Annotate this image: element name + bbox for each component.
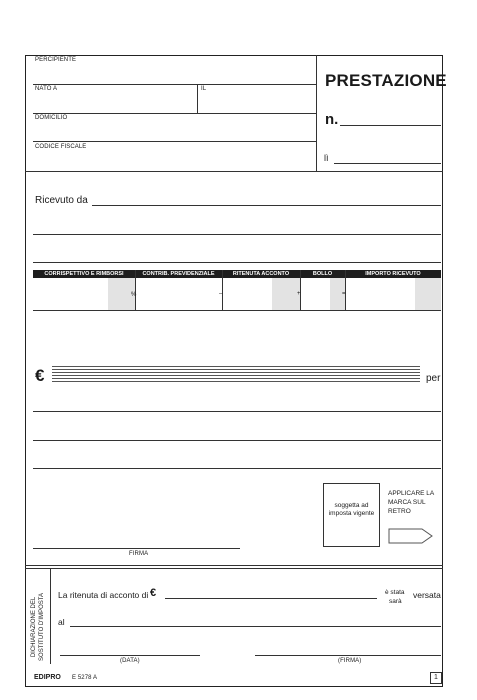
cell-importo-shade <box>415 278 441 310</box>
arrow-icon <box>388 527 434 545</box>
description-line-3[interactable] <box>33 468 441 469</box>
brand-logo: EDIPRO <box>34 674 61 681</box>
euro-icon: € <box>35 366 45 385</box>
declaration-side-label: DICHIARAZIONE DEL SOSTITUTO D'IMPOSTA <box>31 593 45 661</box>
label-domicilio: DOMICILIO <box>35 115 68 121</box>
e-stata-label: è stata <box>385 589 405 596</box>
nato-divider <box>197 84 198 113</box>
domicilio-line[interactable] <box>33 141 316 142</box>
col-sep-1 <box>135 270 136 310</box>
declaration-top-line <box>25 565 443 566</box>
col-sep-3 <box>300 270 301 310</box>
decl-firma-label: (FIRMA) <box>338 658 362 664</box>
col-corrispettivo: CORRISPETTIVO E RIMBORSI <box>44 271 124 277</box>
equals-sign: = <box>342 291 346 297</box>
col-sep-4 <box>345 270 346 310</box>
ricevuto-da-label: Ricevuto da <box>35 195 88 206</box>
cell-ritenuta-shade <box>272 278 300 310</box>
amount-guide-line-5 <box>52 378 420 379</box>
firma-label: FIRMA <box>129 551 149 557</box>
table-bottom-line <box>33 310 441 311</box>
ricevuto-line-1[interactable] <box>92 205 441 206</box>
al-label: al <box>58 617 65 627</box>
header-divider <box>316 55 317 172</box>
stamp-box: soggetta ad imposta vigente <box>323 483 380 547</box>
label-codice-fiscale: CODICE FISCALE <box>35 144 87 150</box>
plus-sign: + <box>297 291 301 297</box>
percent-sign: % <box>131 292 137 298</box>
col-contributo: CONTRIB. PREVIDENZIALE <box>142 271 215 277</box>
li-line[interactable] <box>334 163 441 164</box>
amount-guide-line-2 <box>52 369 420 370</box>
form-code: E 5278 A <box>72 675 98 681</box>
amount-guide-line-6 <box>52 381 420 382</box>
numero-label: n. <box>325 111 339 128</box>
ritenuta-text: La ritenuta di acconto di <box>58 590 149 600</box>
decl-euro-icon: € <box>150 587 157 599</box>
versata-label: versata <box>413 590 441 600</box>
ritenuta-amount-line[interactable] <box>165 598 377 599</box>
description-line-1[interactable] <box>33 411 441 412</box>
al-line[interactable] <box>70 626 441 627</box>
header-bottom-line <box>25 171 443 172</box>
decl-firma-line[interactable] <box>255 655 441 656</box>
minus-sign: – <box>219 291 223 297</box>
description-line-2[interactable] <box>33 440 441 441</box>
col-importo: IMPORTO RICEVUTO <box>365 271 421 277</box>
percipiente-line[interactable] <box>33 84 316 85</box>
data-label: (DATA) <box>120 658 140 664</box>
amount-guide-line-4 <box>52 375 420 376</box>
col-ritenuta: RITENUTA ACCONTO <box>232 271 290 277</box>
numero-line[interactable] <box>340 125 441 126</box>
firma-line[interactable] <box>33 548 240 549</box>
declaration-top-line-2 <box>25 568 443 569</box>
ricevuto-line-2[interactable] <box>33 234 441 235</box>
ricevuto-line-3[interactable] <box>33 262 441 263</box>
page-number: 1 <box>430 672 442 684</box>
col-sep-2 <box>222 270 223 310</box>
prestazione-title: PRESTAZIONE <box>325 71 447 90</box>
label-nato-a: NATO A <box>35 86 58 92</box>
li-label: lì <box>324 153 329 163</box>
nato-line[interactable] <box>33 113 316 114</box>
col-bollo: BOLLO <box>312 271 333 277</box>
label-percipiente: PERCIPIENTE <box>35 57 77 63</box>
data-line[interactable] <box>60 655 200 656</box>
sara-label: sarà <box>389 598 402 605</box>
amount-guide-line-3 <box>52 372 420 373</box>
amount-guide-line-1 <box>52 366 420 367</box>
applicare-label: APPLICARE LA MARCA SUL RETRO <box>388 490 434 515</box>
label-il: IL <box>201 86 207 92</box>
per-label: per <box>426 373 441 384</box>
